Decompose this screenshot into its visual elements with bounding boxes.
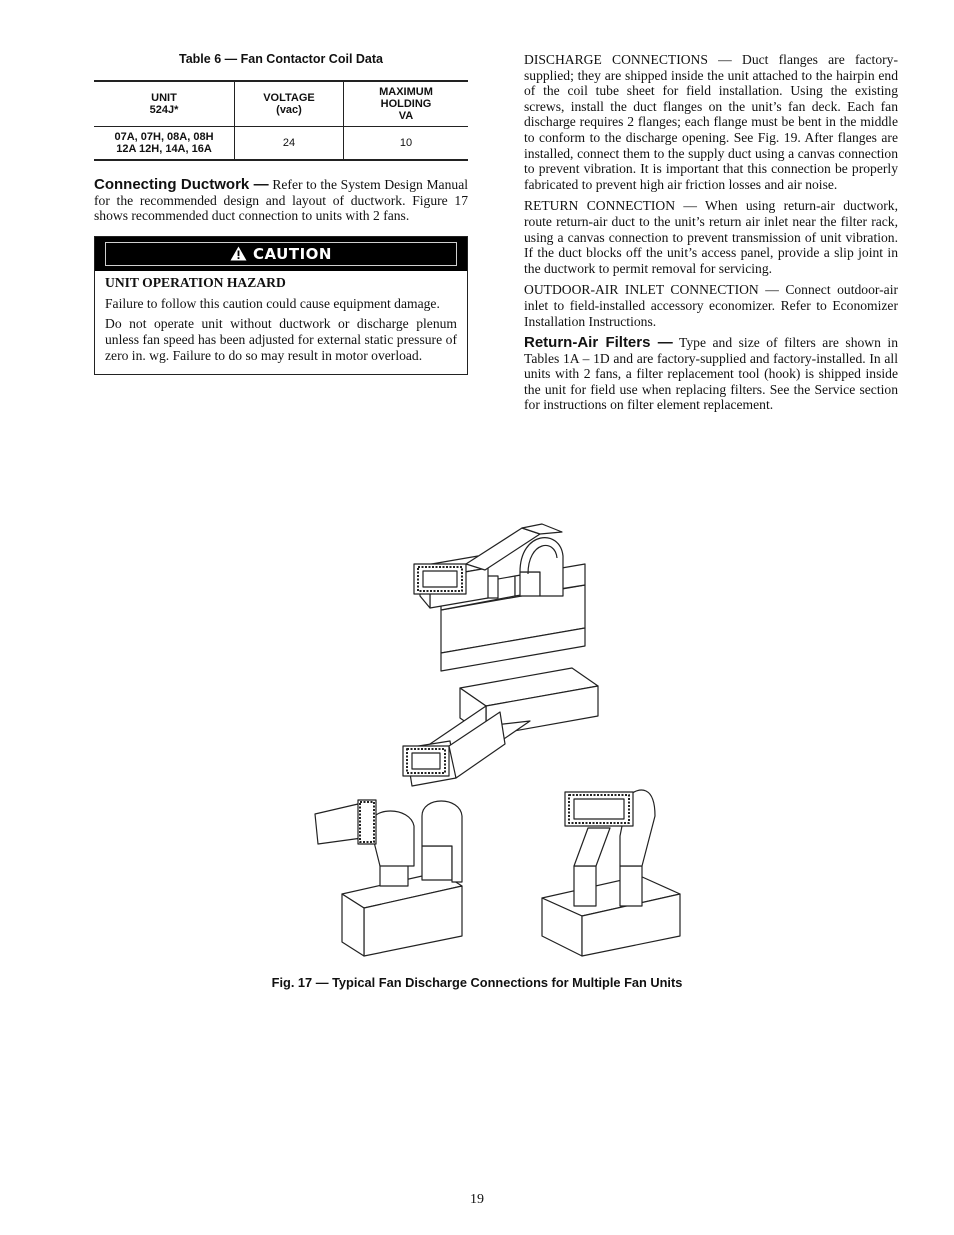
header-max-holding-va: MAXIMUM HOLDING VA [344, 81, 469, 127]
figure-drawing-bottom-right [542, 790, 680, 956]
filters-heading: Return-Air Filters — [524, 334, 673, 352]
header-unit: UNIT 524J* [94, 81, 235, 127]
outdoor-air-paragraph: OUTDOOR-AIR INLET CONNECTION — Connect outdoor-air inlet to field-installed accessory economizer. Refer to Economizer Installation Instructions. [524, 282, 898, 329]
outdoor-air-heading: OUTDOOR-AIR INLET CONNECTION — [524, 282, 779, 298]
header-voltage: VOLTAGE (vac) [235, 81, 344, 127]
table-row [94, 127, 468, 161]
caution-text-2: Do not operate unit without ductwork or discharge plenum unless fan speed has been adjusted for external static pressure of zero in. wg. Failure to do so may result in motor overload. [105, 316, 457, 363]
figure-drawing-bottom-left [315, 800, 462, 956]
return-connection-heading: RETURN CONNECTION — [524, 198, 697, 214]
figure-caption: Fig. 17 — Typical Fan Discharge Connections for Multiple Fan Units [271, 975, 683, 990]
caution-text-1: Failure to follow this caution could cause equipment damage. [105, 295, 440, 311]
right-column [524, 52, 898, 419]
duct-connections-figure [310, 516, 684, 958]
table-title: Table 6 — Fan Contactor Coil Data [179, 52, 383, 66]
ductwork-heading: Connecting Ductwork — [94, 176, 269, 193]
figure-drawing-top [414, 524, 585, 671]
cell-unit: 07A, 07H, 08A, 08H 12A 12H, 14A, 16A [114, 131, 214, 155]
caution-box [94, 236, 468, 375]
discharge-heading: DISCHARGE CONNECTIONS — [524, 52, 732, 67]
hazard-title: UNIT OPERATION HAZARD [105, 274, 286, 290]
caution-label: CAUTION [253, 244, 332, 263]
discharge-paragraph: DISCHARGE CONNECTIONS — Duct flanges are factory-supplied; they are shipped inside the unit attached to the hairpin end of the coil tube sheet for field installation. Using the existing screws, install the duct flanges on the unit’s fan deck. Each fan discharge requires 2 flanges; each flange must be bent in the middle to conform to the discharge opening. See Fig. 19. After flanges are installed, connect them to the supply duct using a canvas connection to prevent vibration. It is important that this connection be properly fabricated to prevent high air friction losses and air noise. [524, 52, 898, 192]
left-column [94, 52, 468, 375]
figure-drawing-middle [403, 668, 598, 786]
filters-paragraph: Return-Air Filters — Type and size of filters are shown in Tables 1A – 1D and are factory-supplied and factory-installed. In all units with 2 fans, a filter replacement tool (hook) is shipped inside the unit for field use when replacing filters. See the Service section for instructions on filter element replacement. [524, 334, 898, 413]
caution-banner [95, 237, 467, 271]
ductwork-paragraph: Connecting Ductwork — Refer to the System Design Manual for the recommended design and layout of ductwork. Figure 17 shows recommended duct connection to units with 2 fans. [94, 176, 468, 224]
return-connection-paragraph: RETURN CONNECTION — When using return-air ductwork, route return-air duct to the unit’s return air inlet near the filter rack, using a canvas connection to prevent transmission of unit vibration. If the duct blocks off the unit’s access panel, provide a slip joint in the ductwork to permit removal for servicing. [524, 198, 898, 276]
cell-voltage: 24 [235, 127, 344, 161]
cell-va: 10 [344, 127, 469, 161]
table-header-row [94, 81, 468, 127]
fan-contactor-coil-table [94, 80, 468, 161]
warning-triangle-icon [230, 246, 247, 261]
page-number: 19 [470, 1192, 484, 1207]
